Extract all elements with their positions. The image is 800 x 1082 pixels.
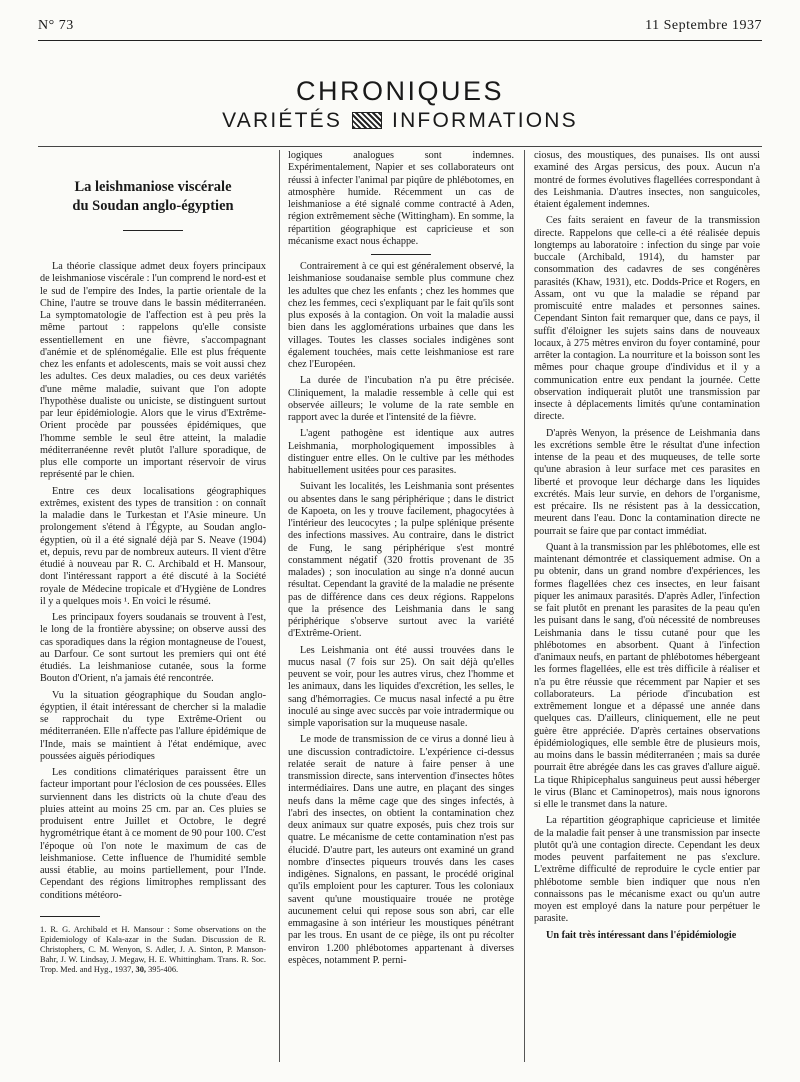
masthead-informations: INFORMATIONS [392,109,578,132]
masthead [0,76,800,134]
column-1 [40,150,266,975]
paragraph: Ces faits seraient en faveur de la transmission directe. Rappelons que celle-ci a été réalisée depuis longtemps au laboratoire : infection du singe par voie buccale (Archibald, 1914), du hamster par consommation des cadavres de ses congénères parasités (Khaw, 1931), etc. Dodds-Price et Rogers, en Assam, ont vu que la maladie se répand par promiscuité entre malades et personnes saines. Cependant Sinton fait remarquer que, dans ce pays, il suffit d'éloigner les sujets sains dans de nouveaux locaux, à 275 mètres environ du foyer contaminé, pour arrêter la contagion. La nourriture et la boisson sont les mêmes pour chaque groupe d'individus et il y a communication entre eux pendant la journée. Cette observation indiquerait plutôt une transmission par insecte à déplacements limités qu'une contamination directe. [534,215,760,423]
masthead-title: CHRONIQUES [295,76,504,106]
footnote [40,925,266,975]
column-2 [288,150,514,967]
footnote-rule [40,916,100,917]
masthead-subtitle [0,108,800,134]
paragraph: Quant à la transmission par les phlébotomes, elle est maintenant démontrée et classiquement admise. On a pu obtenir, dans un grand nombre d'expériences, les formes flagellées chez ces insectes, en leur faisant piquer les animaux parasités. D'après Adler, l'infection se fait plutôt en prenant les parasites de la peau qu'en les puisant dans le sang, d'où nécessité de nombreuses Leishmania dans le tissu cutané pour que les phlébotomes en absorbent. Quant à l'infection d'animaux neufs, en partant de phlébotomes hébergeant les formes flagellées, elle est très difficile à réaliser et n'a pu être réussie que récemment par Napier et ses collaborateurs. La période d'incubation est extrêmement longue et a dépassé une année dans quelques cas. D'ailleurs, cliniquement, elle ne peut guère être appréciée. D'après certaines observations épidémiologiques, elle semble être de plusieurs mois, au moins dans le bassin méditerranéen ; mais sa durée pourrait être abrégée dans les cas graves d'allure aiguë. La tique Rhipicephalus sanguineus peut aussi héberger le virus (Blanc et Caminopetros), mais nous ignorons si elle le transmet dans la nature. [534,541,760,810]
issue-date: 11 Septembre 1937 [645,18,762,33]
footnote-pages: 395-406. [148,964,179,974]
paragraph: Vu la situation géographique du Soudan anglo-égyptien, il était intéressant de chercher si la maladie se rapprochait du type Extrême-Orient ou méditerranéen. Elle n'affecte pas l'allure épidémique de l'Inde, mais se maintient à l'état endémique, avec poussées aiguës périodiques [40,689,266,762]
article-title-line-1: La leishmaniose viscérale [74,179,232,195]
paragraph: ciosus, des moustiques, des punaises. Ils ont aussi examiné des Argas persicus, des poux. Aucun n'a montré de formes évolutives flagellées correspondant à des Leishmania. D'autres insectes, non sanguicoles, étaient également indemnes. [534,150,760,210]
section-separator [371,254,431,255]
footnote-volume: 30, [135,964,147,974]
paragraph: Entre ces deux localisations géographiques extrêmes, existent des types de transition : on connaît la maladie dans le Turkestan et l'Asie mineure. Un prolongement s'étend à l'Égypte, au Soudan anglo-égyptien, où il a été signalé déjà par S. Neave (1904) et, depuis, revu par de nombreux auteurs. Il vient d'être étudié à nouveau par R. C. Archibald et H. Mansour, dont l'intéressant rapport a été discuté à la Société royale de Médecine tropicale et d'Hygiène de Londres il y a quelques mois ¹. En voici le résumé. [40,485,266,607]
paragraph: Les conditions climatériques paraissent être un facteur important pour l'éclosion de ces poussées. Elles surviennent dans les districts où la chute d'eau des pluies atteint au moins 25 cm. par an. Ces pluies se produisent entre Juillet et Octobre, le degré hygrométrique étant à ce moment de 90 pour 100. C'est l'époque où l'on note le maximum de cas de leishmaniose. Cette influence de l'humidité semble aussi établie, au moins partiellement, pour l'Inde. Cependant des régions limitrophes remplissant des conditions météoro- [40,767,266,901]
title-rule [123,230,183,231]
paragraph: Contrairement à ce qui est généralement observé, la leishmaniose soudanaise semble plus commune chez les adultes que chez les enfants ; chez les hommes que chez les femmes, ceci s'expliquant par le fait qu'ils sont plus exposés à la contagion. On voit la maladie aussi bien dans les agglomérations urbaines que dans les villages. Toutes les classes sociales indigènes sont également touchées, mais cette leishmaniose est rare chez l'Européen. [288,261,514,370]
paragraph: Les principaux foyers soudanais se trouvent à l'est, le long de la frontière abyssine; on observe aussi des cas sporadiques dans la région montagneuse de l'ouest, au Darfour. Ce sont surtout les premiers qui ont été étudiés. La leishmaniose cutanée, sous la forme Bouton d'Orient, n'a jamais été rencontrée. [40,612,266,685]
column-divider-2 [524,150,525,1062]
paragraph: Un fait très intéressant dans l'épidémiologie [546,929,737,941]
paragraph: La théorie classique admet deux foyers principaux de leishmaniose viscérale : l'un comprend le nord-est et le sud de l'empire des Indes, la partie orientale de la Chine, l'autre se trouve dans le bassin méditerranéen. La symptomatologie de l'affection est à peu près la même partout : rappelons qu'elle consiste essentiellement en une fièvre, s'accompagnant d'anémie et de splénomégalie. Elle est plus fréquente chez les enfants et adolescents, mais se voit aussi chez les adultes. Ces deux maladies, ou ces deux variétés d'une même maladie, suivant que l'on adopte l'hypothèse dualiste ou uniciste, se distinguent surtout par leur épidémiologie. Alors que le virus d'Extrême-Orient procède par poussées épidémiques, que l'homme semble le seul être atteint, la maladie méditerranéenne revêt plutôt l'allure sporadique, de plus elle comporte un important réservoir de virus représenté par le chien. [40,261,266,481]
masthead-rule [38,146,762,147]
paragraph: Le mode de transmission de ce virus a donné lieu à une discussion contradictoire. L'expérience ci-dessus relatée serait de nature à faire penser à une transmission directe, sans intervention d'insectes hôtes intermédiaires. Dans une autre, en plaçant des singes neufs dans la même cage que des singes infectés, à l'abri des insectes, on obtient la contamination chez deux animaux sur quatre exposés, puis chez trois sur quatre. Le mécanisme de cette contamination n'est pas élucidé. D'autre part, les auteurs ont examiné un grand nombre d'insectes piqueurs trouvés dans les cases indigènes. Signalons, en passant, le procédé original qu'ils emploient pour les capturer. Tous les coloniaux savent qu'une moustiquaire trouée ne protège aucunement celui qui repose sous son abri, car elle emmagasine à son intérieur les moustiques pénétrant par les trous. En usant de ce piège, ils ont pu récolter environ 1.200 phlébotomes appartenant à diverses espèces, notamment P. perni- [288,734,514,966]
paragraph: D'après Wenyon, la présence de Leishmania dans les excrétions semble être le résultat d'une infection intense de la peau et des muqueuses, de telle sorte qu'une abrasion à leur surface met ces parasites en liberté et provoque leur décharge dans les liquides excrétés. Mais leur survie, en dehors de l'organisme, est précaire. Ils ne résistent pas à la dessiccation, meurent dans l'eau. Donc la contamination directe ne pourrait se faire que par contact immédiat. [534,427,760,537]
paragraph: Suivant les localités, les Leishmania sont présentes ou absentes dans le sang périphérique ; dans le district de Kapoeta, on les y trouve facilement, phagocytées à l'intérieur des leucocytes ; la pulpe splénique présente des infections massives. Au contraire, dans le district de Fung, le sang périphérique s'est montré constamment négatif (320 frottis provenant de 35 malades) ; son inoculation au singe n'a donné aucun résultat. Cependant la gravité de la maladie ne présente pas de différence dans ces deux régions. Rappelons que la présence des Leishmania dans le sang périphérique s'observe surtout avec la variété d'Extrême-Orient. [288,481,514,640]
issue-number: N° 73 [38,18,74,33]
column-3 [534,150,760,942]
paragraph: Les Leishmania ont été aussi trouvées dans le mucus nasal (7 fois sur 25). On sait déjà qu'elles peuvent se voir, pour les autres virus, chez l'homme et les animaux, dans les liquides d'excrétion, les selles, le sang d'hémorragies. Ce mucus nasal infecté a pu être inoculé au singe avec succès par voie intradermique ou simple vaporisation sur la muqueuse nasale. [288,644,514,729]
column-1-body [40,261,266,902]
page-header [38,18,762,40]
paragraph: La durée de l'incubation n'a pu être précisée. Cliniquement, la maladie ressemble à celle qui est observée ailleurs; le volume de la rate semble en rapport avec la durée et l'intensité de la fièvre. [288,375,514,423]
paragraph: logiques analogues sont indemnes. Expérimentalement, Napier et ses collaborateurs ont réussi à infecter l'animal par piqûre de phlébotomes, en atmosphère humide. Récemment un cas de leishmaniose a été signalé comme contracté à Aden, région extrêmement sèche (Wittingham). En somme, la répartition géographique est capricieuse et son mécanisme exact nous échappe. [288,150,514,247]
ampersand-ornament-icon [352,112,382,129]
footnote-text: 1. R. G. Archibald et H. Mansour : Some observations on the Epidemiology of Kala-azar in the Sudan. Discussion de R. Christophers, C. M. Wenyon, S. Adler, J. A. Sinton, P. Manson-Bahr, J. W. Lindsay, J. Megaw, H. E. Whittingham. Trans. R. Soc. Trop. Med. and Hyg., 1937, [40,924,266,974]
column-divider-1 [279,150,280,1062]
article-title [40,178,266,216]
header-rule [38,40,762,41]
paragraph: L'agent pathogène est identique aux autres Leishmania, morphologiquement impossibles à distinguer entre elles. On le cultive par les méthodes habituellement usitées pour ces parasites. [288,428,514,476]
paragraph: La répartition géographique capricieuse et limitée de la maladie fait penser à une transmission par insecte plutôt qu'à une contagion directe. Cependant les deux modes peuvent parfaitement ne pas s'exclure. L'extrême difficulté de reproduire le cycle entier par phlébotome semble bien indiquer que nous n'en connaissons pas le mécanisme exact ou qu'un autre moyen est employé dans la nature pour perpétuer le parasite. [534,815,760,925]
masthead-varietes: VARIÉTÉS [222,109,343,132]
article-title-line-2: du Soudan anglo-égyptien [72,198,234,214]
